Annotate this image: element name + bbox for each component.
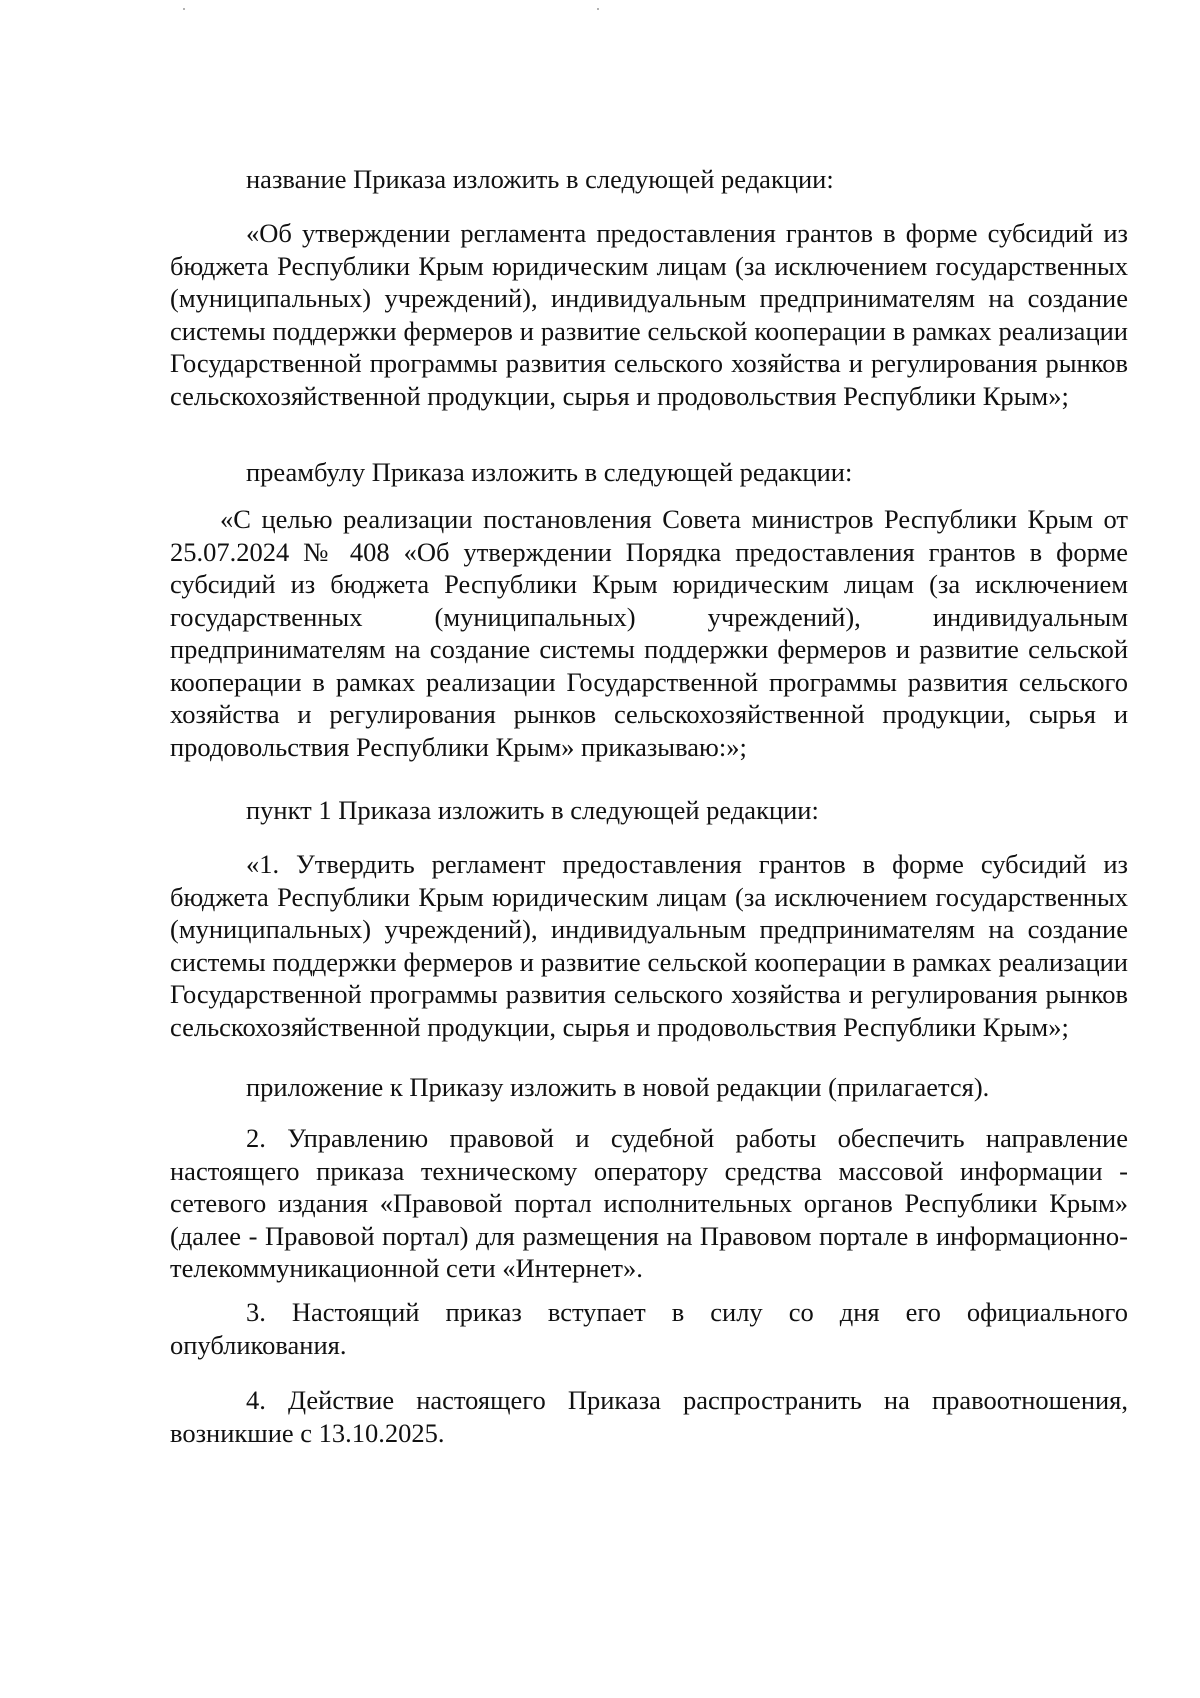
paragraph-new-preamble: «С целью реализации постановления Совета министров Республики Крым от 25.07.2024 № 408 «Об утверждении Порядка предоставления грантов в форме субсидий из бюджета Республики Крым юридическим лицам (за исключением государственных (муниципальных) учреждений), индивидуальным предпринимателям на создание системы поддержки фермеров и развитие сельской кооперации в рамках реализации Государственной программы развития сельского хозяйства и регулирования рынков сельскохозяйственной продукции, сырья и продовольствия Республики Крым» приказываю:»; xyxy=(170,504,1128,762)
paragraph-title-instruction: название Приказа изложить в следующей редакции: xyxy=(246,164,834,194)
paragraph-item3: 3. Настоящий приказ вступает в силу со дня его официального опубликования. xyxy=(170,1297,1128,1360)
paragraph-appendix: приложение к Приказу изложить в новой редакции (прилагается). xyxy=(246,1072,990,1102)
paragraph-new-title: «Об утверждении регламента предоставления грантов в форме субсидий из бюджета Республики Крым юридическим лицам (за исключением государственных (муниципальных) учреждений), индивидуальным предпринимателям на создание системы поддержки фермеров и развитие сельской кооперации в рамках реализации Государственной программы развития сельского хозяйства и регулирования рынков сельскохозяйственной продукции, сырья и продовольствия Республики Крым»; xyxy=(170,218,1128,411)
paragraph-item2: 2. Управлению правовой и судебной работы обеспечить направление настоящего приказа техническому оператору средства массовой информации - сетевого издания «Правовой портал исполнительных органов Республики Крым» (далее - Правовой портал) для размещения на Правовом портале в информационно-телекоммуникационной сети «Интернет». xyxy=(170,1123,1128,1283)
paragraph-preamble-instruction: преамбулу Приказа изложить в следующей редакции: xyxy=(246,457,853,487)
paragraph-item1-instruction: пункт 1 Приказа изложить в следующей редакции: xyxy=(246,795,819,825)
paragraph-item4: 4. Действие настоящего Приказа распространить на правоотношения, возникшие с 13.10.2025. xyxy=(170,1385,1128,1448)
scan-speck xyxy=(183,8,185,10)
scan-speck xyxy=(597,8,599,10)
paragraph-new-item1: «1. Утвердить регламент предоставления грантов в форме субсидий из бюджета Республики Крым юридическим лицам (за исключением государственных (муниципальных) учреждений), индивидуальным предпринимателям на создание системы поддержки фермеров и развитие сельской кооперации в рамках реализации Государственной программы развития сельского хозяйства и регулирования рынков сельскохозяйственной продукции, сырья и продовольствия Республики Крым»; xyxy=(170,849,1128,1042)
